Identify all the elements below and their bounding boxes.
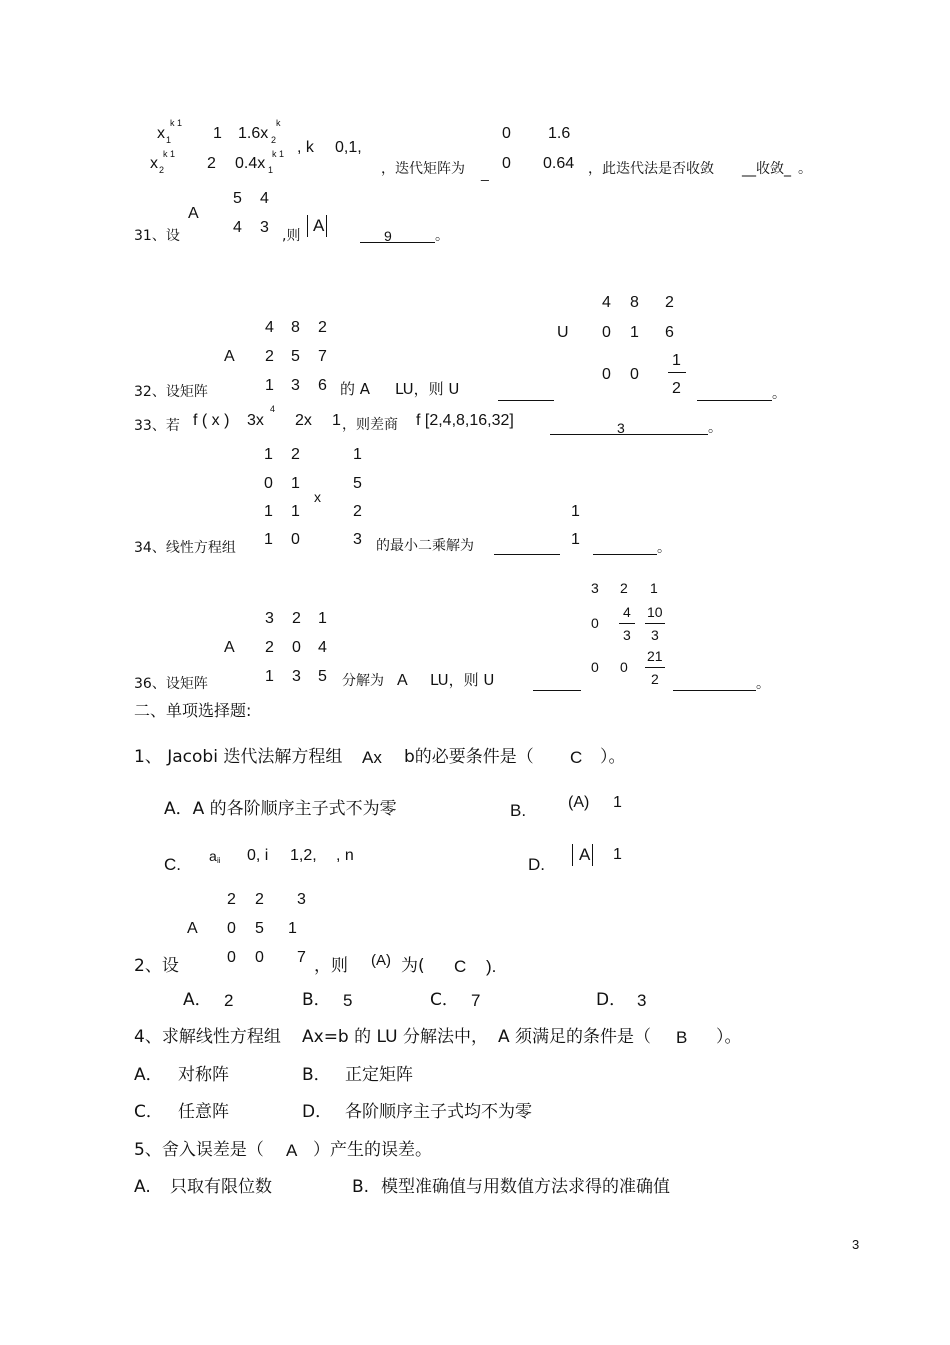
- q31-then: ,则: [282, 228, 301, 244]
- q30-eq1-sup: k 1: [170, 118, 183, 128]
- mc2-option-b-value: 5: [343, 991, 353, 1010]
- q32-u21: 0: [602, 324, 611, 341]
- q34-rhs4: 3: [353, 531, 362, 548]
- q36-A2: A: [397, 672, 408, 689]
- mc2-option-d-label: D．: [596, 990, 627, 1010]
- mc2-m22: 5: [255, 920, 264, 937]
- mc2-then: ，则: [314, 956, 348, 976]
- q32-text-lu: 的 A: [340, 380, 371, 398]
- q36-u32: 0: [620, 659, 628, 675]
- q36-m32: 3: [292, 668, 301, 685]
- q36-u33-den: 2: [651, 671, 659, 687]
- q36-m31: 1: [265, 668, 274, 685]
- q31-answer: 9: [384, 228, 392, 244]
- q36-m22: 0: [292, 639, 301, 656]
- mc5-option-a-label: A.: [134, 1177, 151, 1197]
- mc1-stem-ax: Ax: [362, 748, 382, 767]
- mc1-option-d-one: 1: [613, 846, 622, 863]
- q32-u11: 4: [602, 294, 611, 311]
- q32-m31: 1: [265, 377, 274, 394]
- q30-eq1-tail: , k: [297, 139, 314, 156]
- q30-eq1-const: 1: [213, 125, 222, 142]
- mc1-option-c-n: , n: [336, 847, 354, 864]
- q33-end: 。: [708, 420, 722, 436]
- mc4-option-d: 各阶顺序主子式均不为零: [345, 1102, 532, 1122]
- q36-u22-num: 4: [623, 604, 631, 620]
- q30-eq2-sup: k 1: [163, 149, 176, 159]
- q30-text-converge: ，此迭代法是否收敛: [588, 161, 714, 177]
- q34-m22: 1: [291, 475, 300, 492]
- q31-m11: 5: [233, 190, 242, 207]
- q31-A: A: [188, 205, 199, 222]
- mc1-option-c-sub: ii: [217, 856, 221, 865]
- mc5-end: ）产生的误差。: [313, 1140, 432, 1160]
- mc1-option-b-value: (A): [568, 794, 590, 811]
- q32-m13: 2: [318, 319, 327, 336]
- q32-u13: 2: [665, 294, 674, 311]
- mc2-option-b-label: B．: [302, 990, 331, 1010]
- q30-eq1-sub: 1: [166, 135, 172, 145]
- q30-eq2-expr-sup: k 1: [272, 149, 285, 159]
- q34-m32: 1: [291, 503, 300, 520]
- mc2-option-d-value: 3: [637, 991, 647, 1010]
- q30-matrix-r2c1: 0: [502, 155, 511, 172]
- q30-blank: _: [481, 165, 489, 181]
- q34-m12: 2: [291, 446, 300, 463]
- q32-label: 32、设矩阵: [134, 384, 208, 400]
- mc1-option-d-abs-right-bar: [592, 844, 593, 866]
- q30-eq2-sub: 2: [159, 165, 165, 175]
- mc5-option-b-label: B.: [352, 1177, 370, 1197]
- mc4-equation: Ax=b 的 LU 分解法中，: [302, 1027, 489, 1047]
- q34-m41: 1: [264, 531, 273, 548]
- mc4-option-a: 对称阵: [178, 1065, 229, 1085]
- q34-answer2: 1: [571, 531, 580, 548]
- q30-end: 。: [798, 161, 812, 177]
- q36-u33-num: 21: [647, 648, 663, 664]
- mc2-m31: 0: [227, 949, 236, 966]
- q31-abs-left-bar: [307, 215, 308, 237]
- mc1-option-b-label: B.: [510, 801, 527, 820]
- q32-u33-num: 1: [672, 352, 681, 369]
- q32-u33-den: 2: [672, 380, 681, 397]
- q36-u12: 2: [620, 580, 628, 596]
- mc2-m32: 0: [255, 949, 264, 966]
- mc1-option-d-abs-left-bar: [572, 844, 573, 866]
- mc2-label: 2、设: [134, 956, 179, 976]
- q31-abs-right-bar: [326, 215, 327, 237]
- mc4-option-c-label: C．: [134, 1102, 163, 1122]
- q34-blank-underline: [494, 554, 560, 555]
- q32-m21: 2: [265, 348, 274, 365]
- mc4-stem: 4、求解线性方程组: [134, 1027, 281, 1047]
- q30-answer: __收敛_: [742, 161, 791, 177]
- q32-end: 。: [772, 386, 786, 402]
- section-title-single-choice: 二、单项选择题:: [134, 701, 252, 720]
- q33-poly-term1: 3x: [247, 412, 264, 429]
- q36-trailing-underline: [673, 690, 756, 691]
- q34-end: 。: [657, 540, 671, 556]
- q30-eq2-expr-sub: 1: [268, 165, 274, 175]
- q31-end: 。: [435, 228, 449, 244]
- mc4-condition: A 须满足的条件是（: [498, 1027, 652, 1047]
- q36-m23: 4: [318, 639, 327, 656]
- mc2-m11: 2: [227, 891, 236, 908]
- page-number: 3: [852, 1237, 860, 1252]
- q30-eq1-expr-sub: 2: [271, 135, 277, 145]
- q30-matrix-r2c2: 0.64: [543, 155, 575, 172]
- mc2-m12: 2: [255, 891, 264, 908]
- mc2-m21: 0: [227, 920, 236, 937]
- mc1-option-c-rest: 0, i: [247, 847, 269, 864]
- q36-A: A: [224, 639, 235, 656]
- q36-text: 分解为: [342, 673, 384, 689]
- mc2-option-a-label: A．: [183, 990, 212, 1010]
- q33-fx: f ( x ): [193, 412, 230, 429]
- q32-u31: 0: [602, 366, 611, 383]
- q36-u21: 0: [591, 615, 599, 631]
- mc5-option-b: 模型准确值与用数值方法求得的准确值: [381, 1177, 670, 1197]
- q36-u13: 1: [650, 580, 658, 596]
- q30-k-values: 0,1,: [335, 139, 362, 156]
- q32-m22: 5: [291, 348, 300, 365]
- q36-u11: 3: [591, 580, 599, 596]
- mc1-option-c-range: 1,2,: [290, 847, 317, 864]
- mc1-stem-a: 1、 Jacobi 迭代法解方程组: [134, 747, 343, 767]
- mc2-answer: C: [454, 957, 467, 976]
- q33-diff-quotient: f [2,4,8,16,32]: [416, 412, 514, 429]
- q34-m42: 0: [291, 531, 300, 548]
- q30-eq2-expr: 0.4x: [235, 155, 266, 172]
- mc4-option-d-label: D．: [302, 1102, 333, 1122]
- mc5-stem: 5、舍入误差是（: [134, 1140, 264, 1160]
- q30-matrix-r1c1: 0: [502, 125, 511, 142]
- q32-u12: 8: [630, 294, 639, 311]
- q36-u33-fraction-bar: [645, 667, 665, 668]
- q32-m11: 4: [265, 319, 274, 336]
- q33-text: ，则差商: [342, 417, 398, 433]
- mc1-answer: C: [570, 748, 583, 767]
- mc2-end: ).: [486, 957, 497, 976]
- q36-label: 36、设矩阵: [134, 676, 208, 692]
- mc1-stem-b: b的必要条件是（: [404, 747, 534, 767]
- q34-x: x: [314, 489, 321, 505]
- mc1-option-b-one: 1: [613, 794, 622, 811]
- mc4-option-a-label: A．: [134, 1065, 163, 1085]
- q36-m33: 5: [318, 668, 327, 685]
- q32-U: U: [557, 324, 569, 341]
- mc1-option-c-a: a: [209, 848, 217, 864]
- q32-blank-underline: [498, 400, 554, 401]
- q32-m32: 3: [291, 377, 300, 394]
- mc5-answer: A: [286, 1141, 298, 1160]
- q32-u22: 1: [630, 324, 639, 341]
- q34-trailing-underline: [593, 554, 657, 555]
- q32-u23: 6: [665, 324, 674, 341]
- q31-label: 31、设: [134, 228, 180, 244]
- q36-u23-den: 3: [651, 627, 659, 643]
- q30-eq2-var: x: [150, 155, 158, 172]
- q36-m11: 3: [265, 610, 274, 627]
- q36-blank-underline: [533, 690, 581, 691]
- q30-matrix-r1c2: 1.6: [548, 125, 571, 142]
- mc4-option-c: 任意阵: [178, 1102, 229, 1122]
- q32-lu: LU，则 U: [395, 380, 460, 398]
- q32-u32: 0: [630, 366, 639, 383]
- q30-text-iteration-matrix: ，迭代矩阵为: [381, 161, 465, 177]
- q36-u23-fraction-bar: [645, 623, 665, 624]
- q36-u22-den: 3: [623, 627, 631, 643]
- q30-eq1-expr-sup: k: [276, 118, 281, 128]
- q34-m11: 1: [264, 446, 273, 463]
- q32-m12: 8: [291, 319, 300, 336]
- q32-A: A: [224, 348, 235, 365]
- mc2-rho: (A): [371, 952, 391, 969]
- mc2-A: A: [187, 920, 198, 937]
- q33-answer: 3: [617, 420, 625, 436]
- q33-label: 33、若: [134, 418, 180, 434]
- mc2-option-a-value: 2: [224, 991, 234, 1010]
- q30-eq1-var: x: [157, 125, 165, 142]
- mc1-option-d-label: D.: [528, 855, 545, 874]
- q34-rhs2: 5: [353, 475, 362, 492]
- q30-eq1-expr: 1.6x: [238, 125, 269, 142]
- q34-rhs3: 2: [353, 503, 362, 520]
- q33-answer-underline: [550, 434, 708, 435]
- q31-m22: 3: [260, 219, 269, 236]
- mc5-option-a: 只取有限位数: [170, 1177, 272, 1197]
- q34-label: 34、线性方程组: [134, 540, 236, 556]
- q36-u22-fraction-bar: [619, 623, 635, 624]
- q34-answer1: 1: [571, 503, 580, 520]
- mc4-answer: B: [676, 1028, 688, 1047]
- q33-poly-sup: 4: [270, 404, 276, 414]
- q36-m12: 2: [292, 610, 301, 627]
- q32-trailing-underline: [697, 400, 772, 401]
- mc2-option-c-label: C．: [430, 990, 459, 1010]
- q33-poly-term2: 2x: [295, 412, 312, 429]
- q36-u23-num: 10: [647, 604, 663, 620]
- mc4-end: ）。: [716, 1027, 742, 1047]
- mc2-m23: 1: [288, 920, 297, 937]
- q31-m21: 4: [233, 219, 242, 236]
- mc1-option-c-label: C.: [164, 855, 181, 874]
- q30-eq2-const: 2: [207, 155, 216, 172]
- q32-m23: 7: [318, 348, 327, 365]
- q36-lu: LU，则 U: [430, 671, 495, 689]
- mc2-m13: 3: [297, 891, 306, 908]
- q33-poly-term3: 1: [332, 412, 341, 429]
- q36-u31: 0: [591, 659, 599, 675]
- q34-m31: 1: [264, 503, 273, 520]
- mc1-option-a: A．A 的各阶顺序主子式不为零: [164, 799, 397, 819]
- mc1-stem-end: ）。: [600, 747, 626, 767]
- q31-absA: A: [313, 216, 325, 235]
- mc2-m33: 7: [297, 949, 306, 966]
- q31-m12: 4: [260, 190, 269, 207]
- q36-end: 。: [756, 676, 770, 692]
- q36-m21: 2: [265, 639, 274, 656]
- q31-answer-underline: [360, 242, 435, 243]
- mc4-option-b-label: B．: [302, 1065, 331, 1085]
- q34-m21: 0: [264, 475, 273, 492]
- mc4-option-b: 正定矩阵: [345, 1065, 413, 1085]
- q34-rhs1: 1: [353, 446, 362, 463]
- q36-m13: 1: [318, 610, 327, 627]
- mc2-option-c-value: 7: [471, 991, 481, 1010]
- mc2-wei: 为(: [401, 956, 425, 976]
- q34-text: 的最小二乘解为: [376, 538, 474, 554]
- q32-u33-fraction-bar: [668, 372, 686, 373]
- q32-m33: 6: [318, 377, 327, 394]
- mc1-option-d-value: A: [579, 845, 591, 864]
